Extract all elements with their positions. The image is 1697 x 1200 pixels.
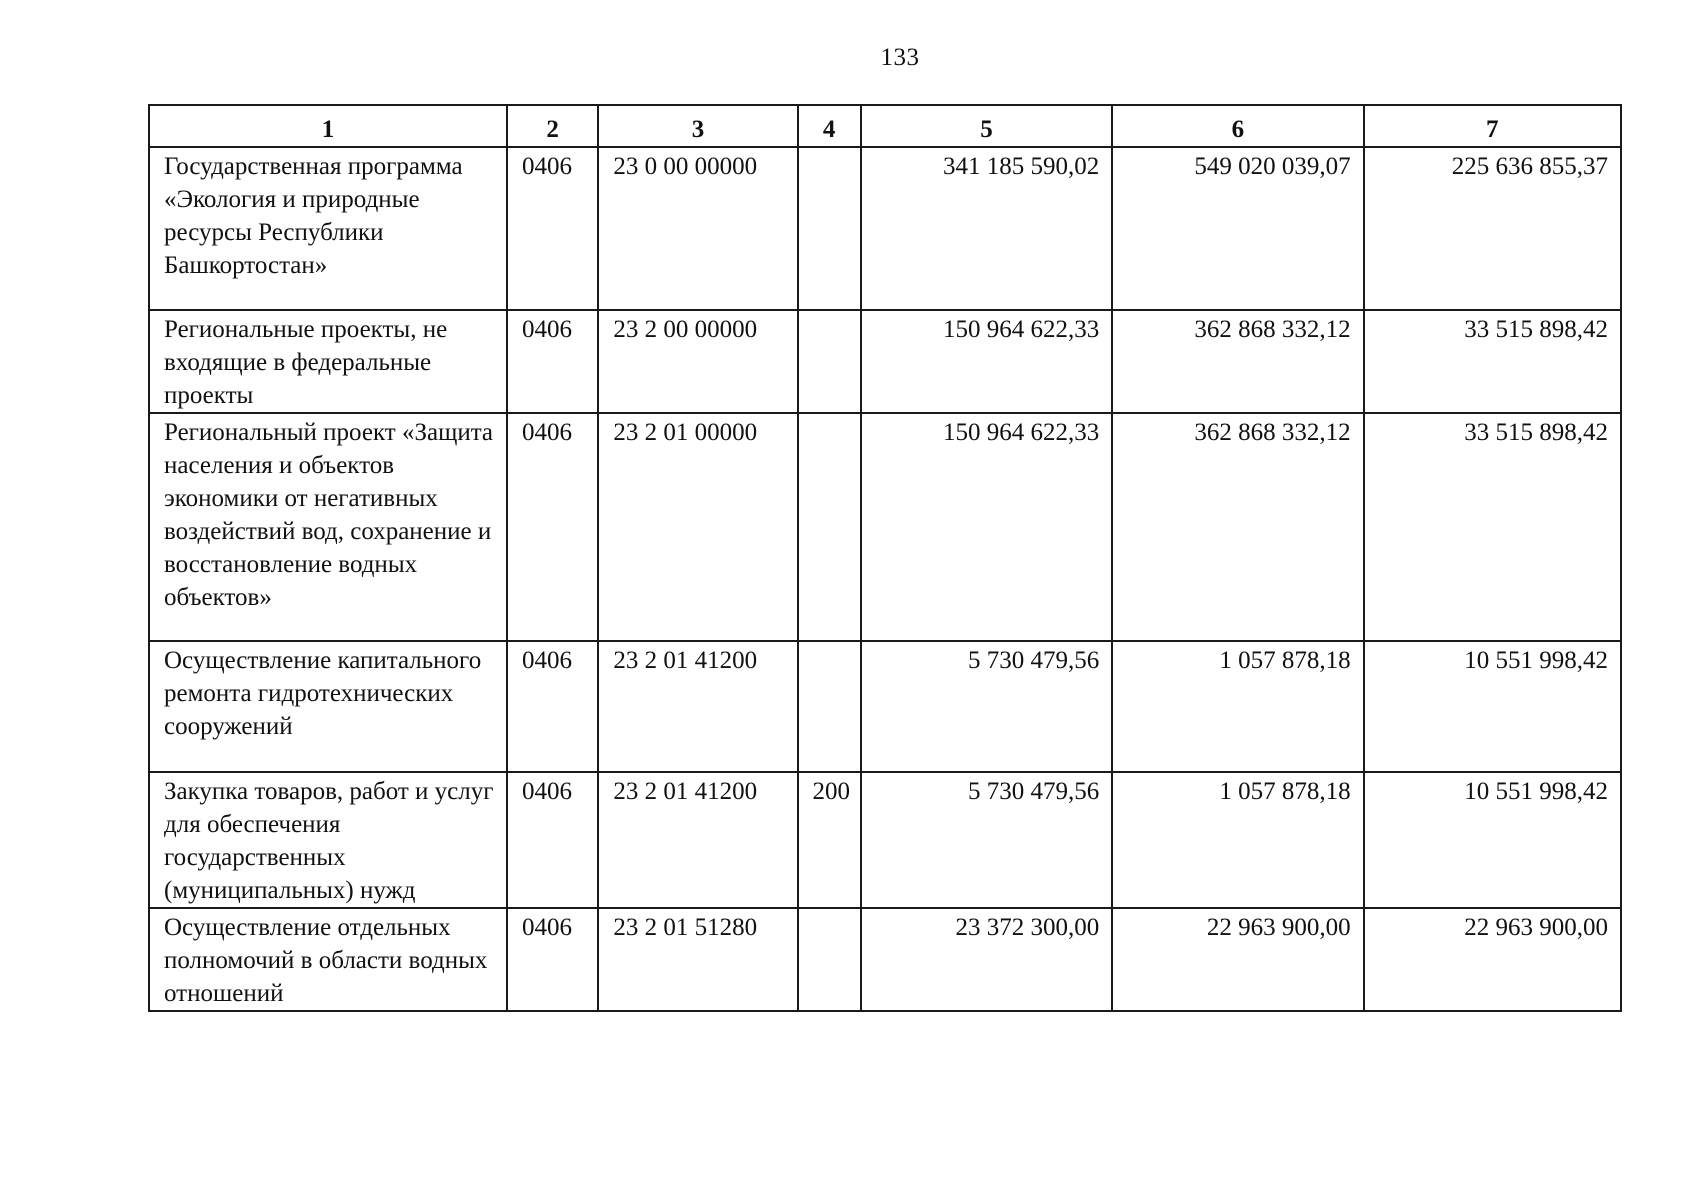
row-section: 0406 [507, 772, 598, 908]
row-section: 0406 [507, 641, 598, 772]
row-type [798, 310, 861, 413]
row-name: Государственная программа «Экология и природные ресурсы Республики Башкортостан» [149, 147, 507, 310]
column-header-1: 1 [149, 105, 507, 147]
row-value-7: 33 515 898,42 [1364, 310, 1621, 413]
table-row [149, 641, 1621, 772]
row-value-5: 150 964 622,33 [861, 413, 1112, 641]
row-name: Региональный проект «Защита населения и объектов экономики от негативных воздействий вод, сохранение и восстановление водных объектов» [149, 413, 507, 641]
row-value-5: 341 185 590,02 [861, 147, 1112, 310]
row-value-5: 5 730 479,56 [861, 772, 1112, 908]
row-value-6: 362 868 332,12 [1112, 310, 1363, 413]
row-value-5: 5 730 479,56 [861, 641, 1112, 772]
row-type [798, 413, 861, 641]
row-value-6: 22 963 900,00 [1112, 908, 1363, 1011]
row-target: 23 2 01 41200 [598, 772, 797, 908]
row-value-5: 150 964 622,33 [861, 310, 1112, 413]
row-section: 0406 [507, 310, 598, 413]
row-name: Осуществление капитального ремонта гидротехнических сооружений [149, 641, 507, 772]
row-value-7: 225 636 855,37 [1364, 147, 1621, 310]
row-type [798, 641, 861, 772]
row-value-6: 1 057 878,18 [1112, 772, 1363, 908]
row-value-6: 362 868 332,12 [1112, 413, 1363, 641]
table-row [149, 413, 1621, 641]
column-header-5: 5 [861, 105, 1112, 147]
row-value-5: 23 372 300,00 [861, 908, 1112, 1011]
table-row [149, 310, 1621, 413]
row-section: 0406 [507, 147, 598, 310]
row-target: 23 0 00 00000 [598, 147, 797, 310]
column-header-3: 3 [598, 105, 797, 147]
row-target: 23 2 01 00000 [598, 413, 797, 641]
row-target: 23 2 01 41200 [598, 641, 797, 772]
table-row [149, 147, 1621, 310]
budget-table [148, 104, 1622, 1012]
row-type [798, 908, 861, 1011]
column-header-6: 6 [1112, 105, 1363, 147]
row-target: 23 2 00 00000 [598, 310, 797, 413]
row-value-7: 10 551 998,42 [1364, 641, 1621, 772]
column-header-2: 2 [507, 105, 598, 147]
table-row [149, 772, 1621, 908]
row-name: Осуществление отдельных полномочий в области водных отношений [149, 908, 507, 1011]
row-value-7: 22 963 900,00 [1364, 908, 1621, 1011]
row-section: 0406 [507, 908, 598, 1011]
row-value-6: 1 057 878,18 [1112, 641, 1363, 772]
row-name: Региональные проекты, не входящие в федеральные проекты [149, 310, 507, 413]
table-row [149, 908, 1621, 1011]
row-target: 23 2 01 51280 [598, 908, 797, 1011]
row-value-6: 549 020 039,07 [1112, 147, 1363, 310]
row-section: 0406 [507, 413, 598, 641]
row-name: Закупка товаров, работ и услуг для обеспечения государственных (муниципальных) нужд [149, 772, 507, 908]
column-header-4: 4 [798, 105, 861, 147]
table-header-row [149, 105, 1621, 147]
row-value-7: 33 515 898,42 [1364, 413, 1621, 641]
row-type: 200 [798, 772, 861, 908]
column-header-7: 7 [1364, 105, 1621, 147]
row-value-7: 10 551 998,42 [1364, 772, 1621, 908]
page-number: 133 [880, 44, 920, 71]
row-type [798, 147, 861, 310]
